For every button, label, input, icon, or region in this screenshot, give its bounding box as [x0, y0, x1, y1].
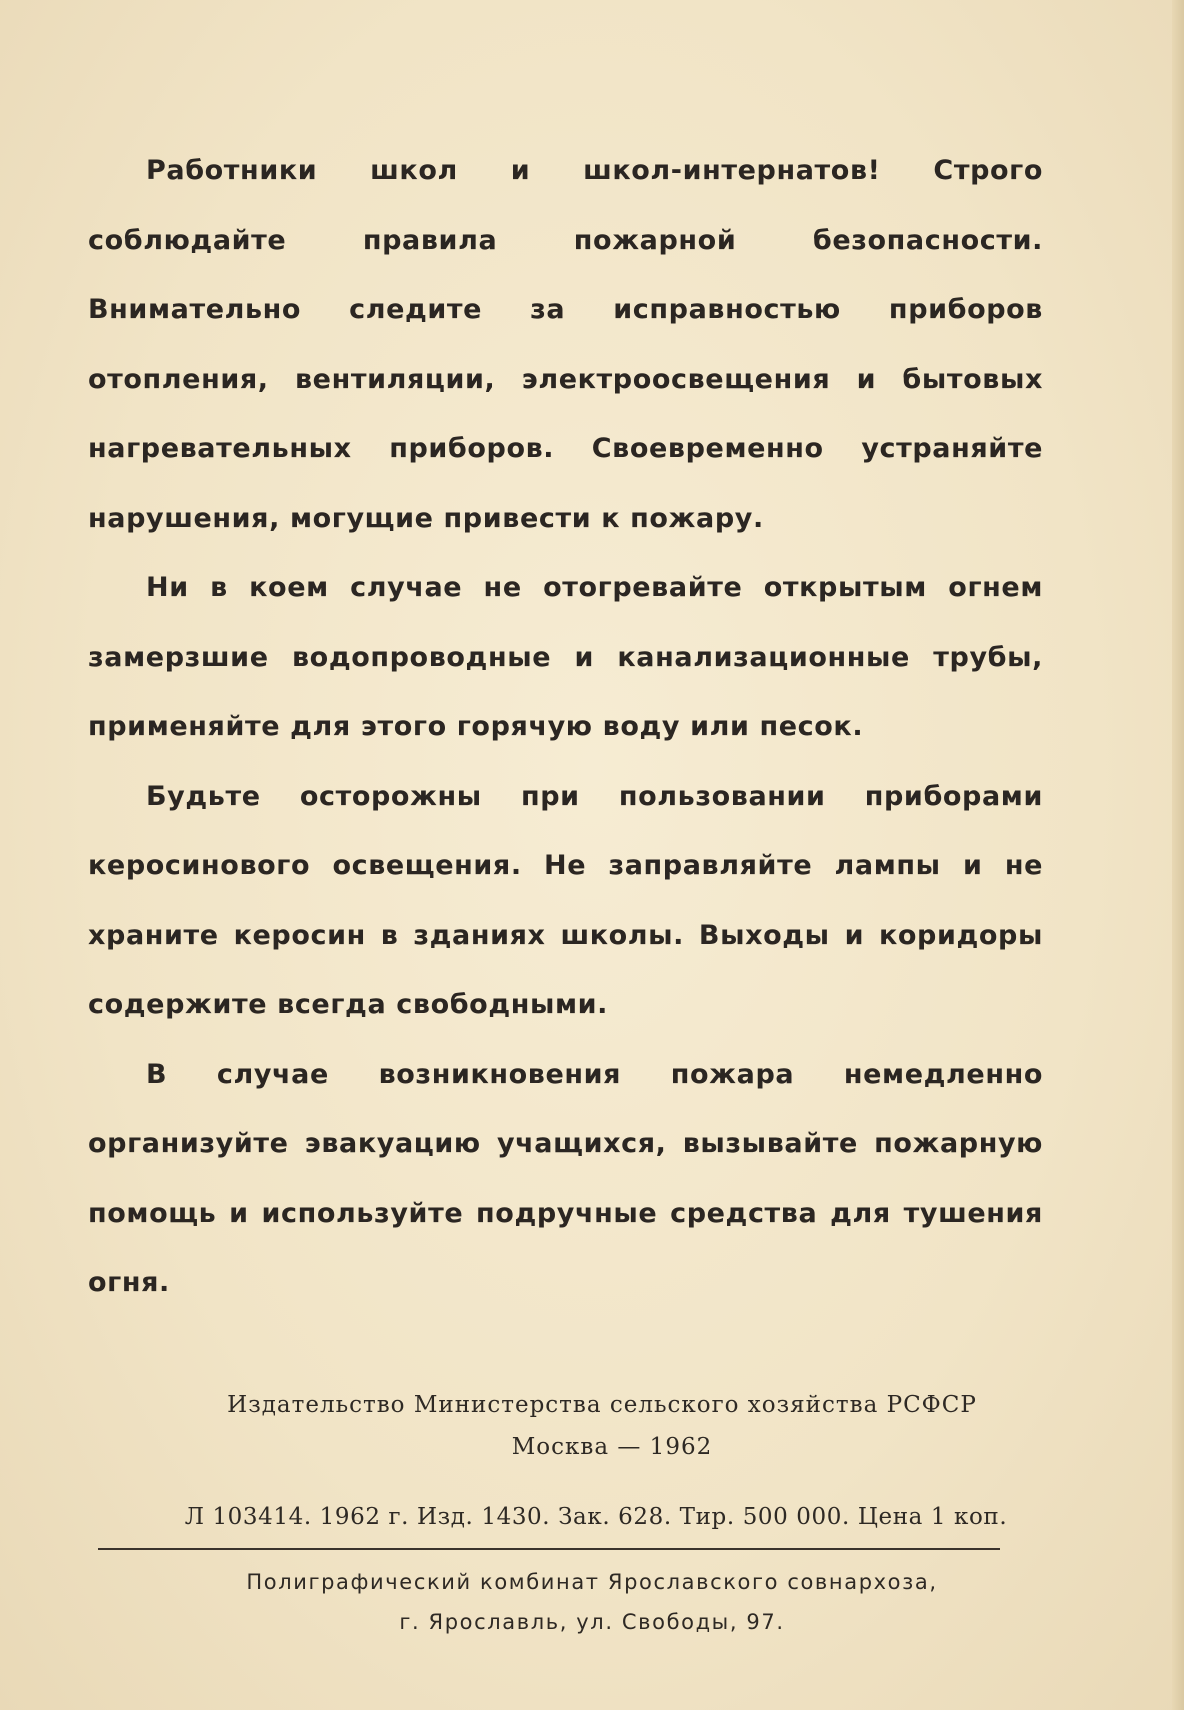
- printer-address: г. Ярославль, ул. Свободы, 97.: [399, 1610, 785, 1634]
- printer-name: Полиграфический комбинат Ярославского совнархоза,: [246, 1570, 938, 1594]
- printer-block: [0, 1562, 1184, 1642]
- publication-city-year: Москва — 1962: [511, 1434, 713, 1460]
- paragraph-fire-evacuation: В случае возникновения пожара немедленно организуйте эвакуацию учащихся, вызывайте пожарную помощь и используйте подручные средства для тушения огня.: [88, 1058, 1043, 1298]
- paragraph-school-workers: Работники школ и школ-интернатов! Строго соблюдайте правила пожарной безопасности. Внимательно следите за исправностью приборов отопления, вентиляции, электроосвещения и бытовых нагревательных приборов. Своевременно устраняйте нарушения, могущие привести к пожару.: [88, 155, 1043, 534]
- publisher-name: Издательство Министерства сельского хозяйства РСФСР: [227, 1392, 977, 1418]
- paragraph-kerosene-lighting: Будьте осторожны при пользовании приборами керосинового освещения. Не заправляйте лампы и не храните керосин в зданиях школы. Выходы и коридоры содержите всегда свободными.: [88, 780, 1043, 1020]
- order-info: Л 103414. 1962 г. Изд. 1430. Зак. 628. Тир. 500 000. Цена 1 коп.: [184, 1504, 1008, 1530]
- paragraph-frozen-pipes: Ни в коем случае не отогревайте открытым огнем замерзшие водопроводные и канализационные трубы, применяйте для этого горячую воду или песок.: [88, 572, 1043, 742]
- main-text: [88, 136, 1043, 1318]
- publisher-block: [0, 1384, 1184, 1468]
- divider-line: [98, 1548, 1000, 1550]
